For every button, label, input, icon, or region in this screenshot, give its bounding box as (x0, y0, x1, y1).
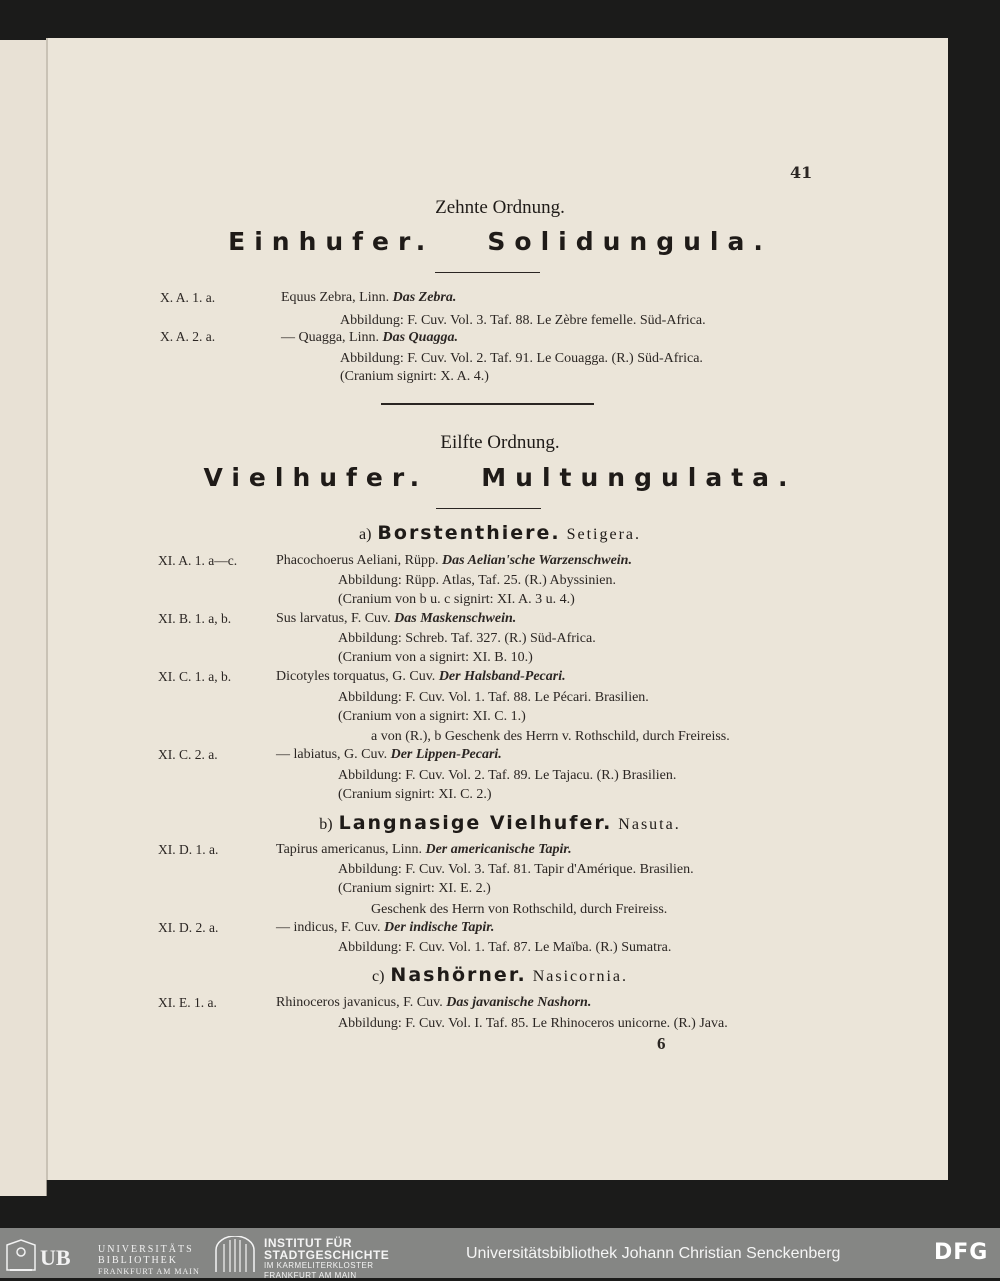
entry-line: Abbildung: F. Cuv. Vol. 1. Taf. 87. Le Maïba. (R.) Sumatra. (338, 940, 672, 955)
entry-line: Abbildung: F. Cuv. Vol. 1. Taf. 88. Le Pécari. Brasilien. (338, 690, 649, 705)
entry-line: — labiatus, G. Cuv. Der Lippen-Pecari. (276, 747, 502, 762)
page-number: 41 (790, 163, 813, 182)
entry-code: XI. A. 1. a—c. (158, 553, 238, 568)
divider (436, 508, 541, 509)
order11-latin: Multungulata. (481, 463, 797, 492)
entry-code: X. A. 2. a. (160, 329, 216, 344)
entry-line: Phacochoerus Aeliani, Rüpp. Das Aelian'sche Warzenschwein. (276, 553, 632, 568)
entry-line: (Cranium signirt: X. A. 4.) (340, 369, 489, 384)
entry-line: Geschenk des Herrn von Rothschild, durch Freireiss. (371, 902, 668, 917)
order10-latin: Solidungula. (487, 227, 772, 256)
signature-mark: 6 (657, 1034, 666, 1053)
entry-code: XI. C. 2. a. (158, 747, 218, 762)
entry-line: Abbildung: Rüpp. Atlas, Taf. 25. (R.) Abyssinien. (338, 573, 616, 588)
stadtgeschichte-logo-icon (212, 1236, 258, 1274)
entry-line: Abbildung: F. Cuv. Vol. I. Taf. 85. Le Rhinoceros unicorne. (R.) Java. (338, 1016, 728, 1031)
entry-line: (Cranium von a signirt: XI. B. 10.) (338, 650, 533, 665)
entry-line: Sus larvatus, F. Cuv. Das Maskenschwein. (276, 611, 517, 626)
order10-german: Einhufer. (228, 227, 435, 256)
order10-heading (0, 227, 1000, 256)
entry-code: XI. D. 1. a. (158, 842, 219, 857)
entry-line: Dicotyles torquatus, G. Cuv. Der Halsband-Pecari. (276, 669, 566, 684)
divider (435, 272, 540, 273)
footer-title: Universitätsbibliothek Johann Christian Senckenberg (466, 1245, 841, 1262)
entry-line: a von (R.), b Geschenk des Herrn v. Rothschild, durch Freireiss. (371, 729, 730, 744)
entry-line: Rhinoceros javanicus, F. Cuv. Das javanische Nashorn. (276, 995, 592, 1010)
entry-code: XI. D. 2. a. (158, 920, 219, 935)
entry-line: Abbildung: F. Cuv. Vol. 2. Taf. 89. Le Tajacu. (R.) Brasilien. (338, 768, 677, 783)
section-heading: b) Langnasige Vielhufer. Nasuta. (319, 812, 681, 834)
entry-line: Abbildung: F. Cuv. Vol. 3. Taf. 81. Tapir d'Amérique. Brasilien. (338, 862, 694, 877)
entry-line: (Cranium signirt: XI. C. 2.) (338, 787, 492, 802)
entry-code: XI. C. 1. a, b. (158, 669, 232, 684)
entry-line: (Cranium von a signirt: XI. C. 1.) (338, 709, 526, 724)
section-heading: a) Borstenthiere. Setigera. (358, 522, 642, 544)
entry-line: Tapirus americanus, Linn. Der americanische Tapir. (276, 842, 572, 857)
entry-line: (Cranium von b u. c signirt: XI. A. 3 u. 4.) (338, 592, 575, 607)
dfg-logo: DFG (934, 1240, 989, 1265)
divider (381, 403, 594, 405)
svg-text:UB: UB (40, 1245, 71, 1270)
entry-line: Abbildung: F. Cuv. Vol. 3. Taf. 88. Le Zèbre femelle. Süd-Africa. (340, 313, 706, 328)
entry-line: (Cranium signirt: XI. E. 2.) (338, 881, 491, 896)
ub-wordmark: UNIVERSITÄTS BIBLIOTHEK FRANKFURT AM MAIN (98, 1244, 200, 1276)
order11-title: Eilfte Ordnung. (440, 432, 560, 453)
order11-german: Vielhufer. (203, 463, 429, 492)
entry-line: Abbildung: Schreb. Taf. 327. (R.) Süd-Africa. (338, 631, 596, 646)
order10-title: Zehnte Ordnung. (435, 197, 565, 218)
stadtgeschichte-wordmark: INSTITUT FÜR STADTGESCHICHTE IM KARMELITERKLOSTER FRANKFURT AM MAIN (264, 1236, 390, 1280)
order11-heading (0, 463, 1000, 492)
section-heading: c) Nashörner. Nasicornia. (371, 964, 629, 986)
entry-line: Equus Zebra, Linn. Das Zebra. (281, 290, 457, 305)
entry-code: X. A. 1. a. (160, 290, 216, 305)
entry-line: — Quagga, Linn. Das Quagga. (281, 330, 458, 345)
ub-logo-icon (4, 1239, 94, 1273)
entry-code: XI. B. 1. a, b. (158, 611, 232, 626)
entry-line: Abbildung: F. Cuv. Vol. 2. Taf. 91. Le Couagga. (R.) Süd-Africa. (340, 351, 703, 366)
entry-code: XI. E. 1. a. (158, 995, 217, 1010)
entry-line: — indicus, F. Cuv. Der indische Tapir. (276, 920, 495, 935)
